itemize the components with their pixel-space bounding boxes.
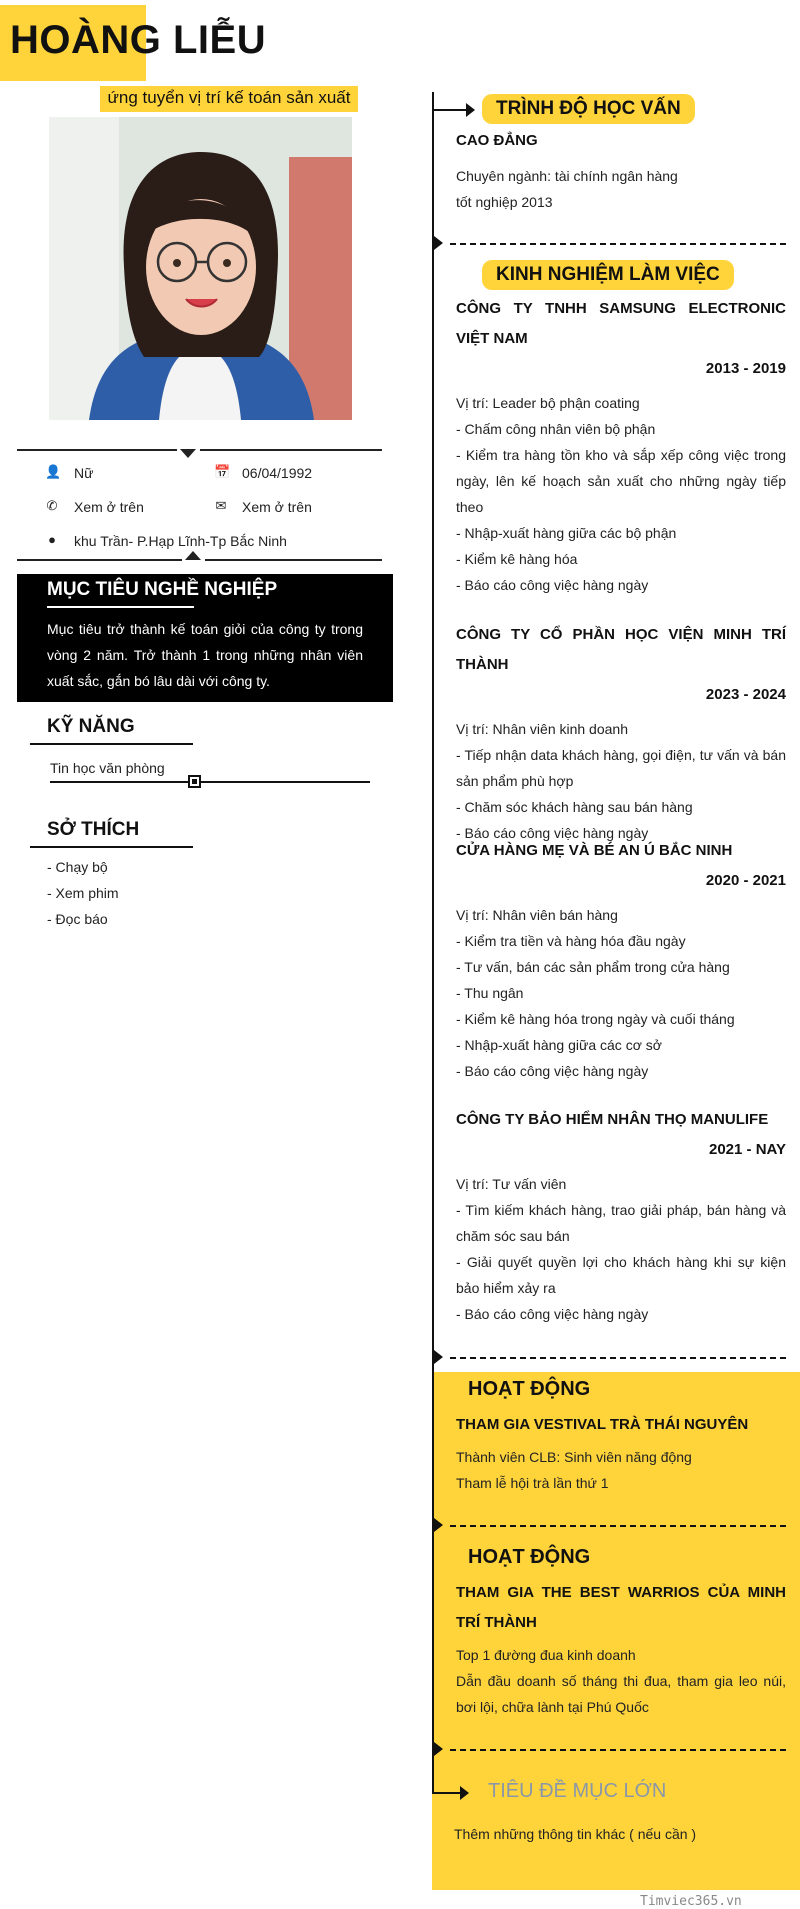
job-line: Vị trí: Leader bộ phận coating: [456, 395, 640, 411]
job-line: - Nhập-xuất hàng giữa các cơ sở: [456, 1037, 662, 1053]
separator-arrow-icon: [434, 1350, 443, 1364]
birthday-value: 06/04/1992: [242, 465, 313, 481]
info-bottom-rule-left: [17, 559, 182, 561]
phone-icon: ✆: [46, 498, 58, 513]
job-company: CÔNG TY CỔ PHẦN HỌC VIỆN MINH TRÍ THÀNH: [456, 626, 786, 673]
hobby-item: - Chạy bộ: [47, 859, 108, 875]
job-line: - Chấm công nhân viên bộ phận: [456, 421, 656, 437]
skills-underline: [30, 743, 193, 745]
applied-position: ứng tuyển vị trí kế toán sản xuất: [107, 88, 351, 107]
activity-line: Tham lễ hội trà lần thứ 1: [456, 1475, 609, 1491]
separator-dashed: [450, 243, 786, 245]
hobbies-underline: [30, 846, 193, 848]
info-top-rule-left: [17, 449, 177, 451]
job-entry: [456, 620, 786, 846]
timeline-hook: [432, 109, 468, 111]
separator-arrow-icon: [434, 1742, 443, 1756]
job-line: - Kiểm tra tiền và hàng hóa đầu ngày: [456, 933, 686, 949]
objective-underline: [47, 606, 194, 608]
gender-value: Nữ: [74, 465, 94, 481]
job-line: - Nhập-xuất hàng giữa các bộ phận: [456, 525, 677, 541]
activity-event: THAM GIA THE BEST WARRIOS CỦA MINH TRÍ THÀNH: [456, 1584, 786, 1631]
job-line: - Báo cáo công việc hàng ngày: [456, 577, 649, 593]
job-line: - Báo cáo công việc hàng ngày: [456, 1063, 649, 1079]
job-company: CỬA HÀNG MẸ VÀ BÉ AN Ú BẮC NINH: [456, 842, 733, 859]
extra-text: Thêm những thông tin khác ( nếu cần ): [454, 1826, 697, 1842]
activity-title: HOẠT ĐỘNG: [468, 1378, 591, 1400]
skill-level-marker: [188, 775, 201, 788]
education-school: CAO ĐẲNG: [456, 132, 538, 149]
job-entry: [456, 1105, 786, 1327]
skills-title: KỸ NĂNG: [47, 716, 135, 737]
skill-track: [50, 781, 370, 783]
timeline-bottom-arrow-icon: [460, 1786, 469, 1800]
job-period: 2023 - 2024: [705, 686, 786, 703]
hobby-item: - Đọc báo: [47, 911, 108, 927]
separator-dashed: [450, 1749, 786, 1751]
hobbies-title: SỞ THÍCH: [47, 819, 140, 840]
job-line: - Báo cáo công việc hàng ngày: [456, 825, 649, 841]
activity-line: Top 1 đường đua kinh doanh: [456, 1647, 636, 1663]
education-title: TRÌNH ĐỘ HỌC VẤN: [482, 94, 695, 124]
info-top-rule-right: [200, 449, 382, 451]
extra-title: TIÊU ĐỀ MỤC LỚN: [488, 1780, 667, 1802]
job-period: 2013 - 2019: [705, 360, 786, 377]
job-line: - Chăm sóc khách hàng sau bán hàng: [456, 799, 693, 815]
timeline-line: [432, 92, 434, 1792]
watermark: Timviec365.vn: [640, 1894, 742, 1909]
job-line: - Giải quyết quyền lợi cho khách hàng khi sự kiện bảo hiểm xảy ra: [456, 1254, 786, 1296]
job-line: - Tiếp nhận data khách hàng, gọi điện, tư vấn và bán sản phẩm phù hợp: [456, 747, 786, 789]
objective-title: MỤC TIÊU NGHỀ NGHIỆP: [47, 579, 278, 600]
hobby-item: - Xem phim: [47, 885, 119, 901]
separator-dashed: [450, 1357, 786, 1359]
education-line: tốt nghiệp 2013: [456, 194, 553, 210]
activity-line: Dẫn đầu doanh số tháng thi đua, tham gia leo núi, bơi lội, chữa lành tại Phú Quốc: [456, 1673, 786, 1715]
info-bottom-rule-right: [205, 559, 382, 561]
separator-dashed: [450, 1525, 786, 1527]
separator-arrow-icon: [434, 236, 443, 250]
timeline-bottom-hook: [432, 1792, 462, 1794]
activity-line: Thành viên CLB: Sinh viên năng động: [456, 1449, 692, 1465]
education-line: Chuyên ngành: tài chính ngân hàng: [456, 168, 678, 184]
job-line: - Kiểm kê hàng hóa trong ngày và cuối tháng: [456, 1011, 735, 1027]
gender-icon: 👤: [45, 464, 62, 479]
info-bottom-marker: [185, 551, 201, 560]
phone-value: Xem ở trên: [74, 499, 144, 515]
email-icon: ✉: [215, 498, 227, 513]
job-company: CÔNG TY TNHH SAMSUNG ELECTRONIC VIỆT NAM: [456, 300, 786, 347]
calendar-icon: 📅: [214, 464, 231, 479]
activity-entry: [456, 1578, 786, 1720]
location-icon: ●: [48, 532, 56, 547]
timeline-arrow-icon: [466, 103, 475, 117]
job-company: CÔNG TY BẢO HIỂM NHÂN THỌ MANULIFE: [456, 1111, 769, 1128]
skill-name: Tin học văn phòng: [50, 760, 165, 776]
job-line: - Tìm kiếm khách hàng, trao giải pháp, bán hàng và chăm sóc sau bán: [456, 1202, 786, 1244]
job-line: - Báo cáo công việc hàng ngày: [456, 1306, 649, 1322]
job-line: - Kiểm kê hàng hóa: [456, 551, 578, 567]
job-period: 2021 - NAY: [709, 1141, 786, 1158]
job-entry: [456, 836, 786, 1084]
email-value: Xem ở trên: [242, 499, 312, 515]
activity-entry: [456, 1410, 786, 1496]
objective-text: Mục tiêu trở thành kế toán giỏi của công ty trong vòng 2 năm. Trở thành 1 trong những nhân viên xuất sắc, gắn bó lâu dài với công ty.: [47, 621, 363, 689]
job-line: - Kiểm tra hàng tồn kho và sắp xếp công việc trong ngày, lên kế hoạch sản xuất cho những ngày tiếp theo: [456, 447, 786, 515]
activity-title: HOẠT ĐỘNG: [468, 1546, 591, 1568]
job-line: Vị trí: Tư vấn viên: [456, 1176, 567, 1192]
activity-event: THAM GIA VESTIVAL TRÀ THÁI NGUYÊN: [456, 1416, 749, 1433]
address-value: khu Trần- P.Hạp Lĩnh-Tp Bắc Ninh: [74, 533, 287, 549]
job-entry: [456, 294, 786, 598]
job-line: - Thu ngân: [456, 985, 524, 1001]
separator-arrow-icon: [434, 1518, 443, 1532]
job-period: 2020 - 2021: [705, 872, 786, 889]
job-line: - Tư vấn, bán các sản phẩm trong cửa hàng: [456, 959, 730, 975]
candidate-name: HOÀNG LIỄU: [10, 18, 267, 62]
profile-photo: [49, 117, 352, 420]
job-line: Vị trí: Nhân viên kinh doanh: [456, 721, 628, 737]
job-line: Vị trí: Nhân viên bán hàng: [456, 907, 618, 923]
info-top-marker: [180, 449, 196, 458]
experience-title: KINH NGHIỆM LÀM VIỆC: [482, 260, 734, 290]
